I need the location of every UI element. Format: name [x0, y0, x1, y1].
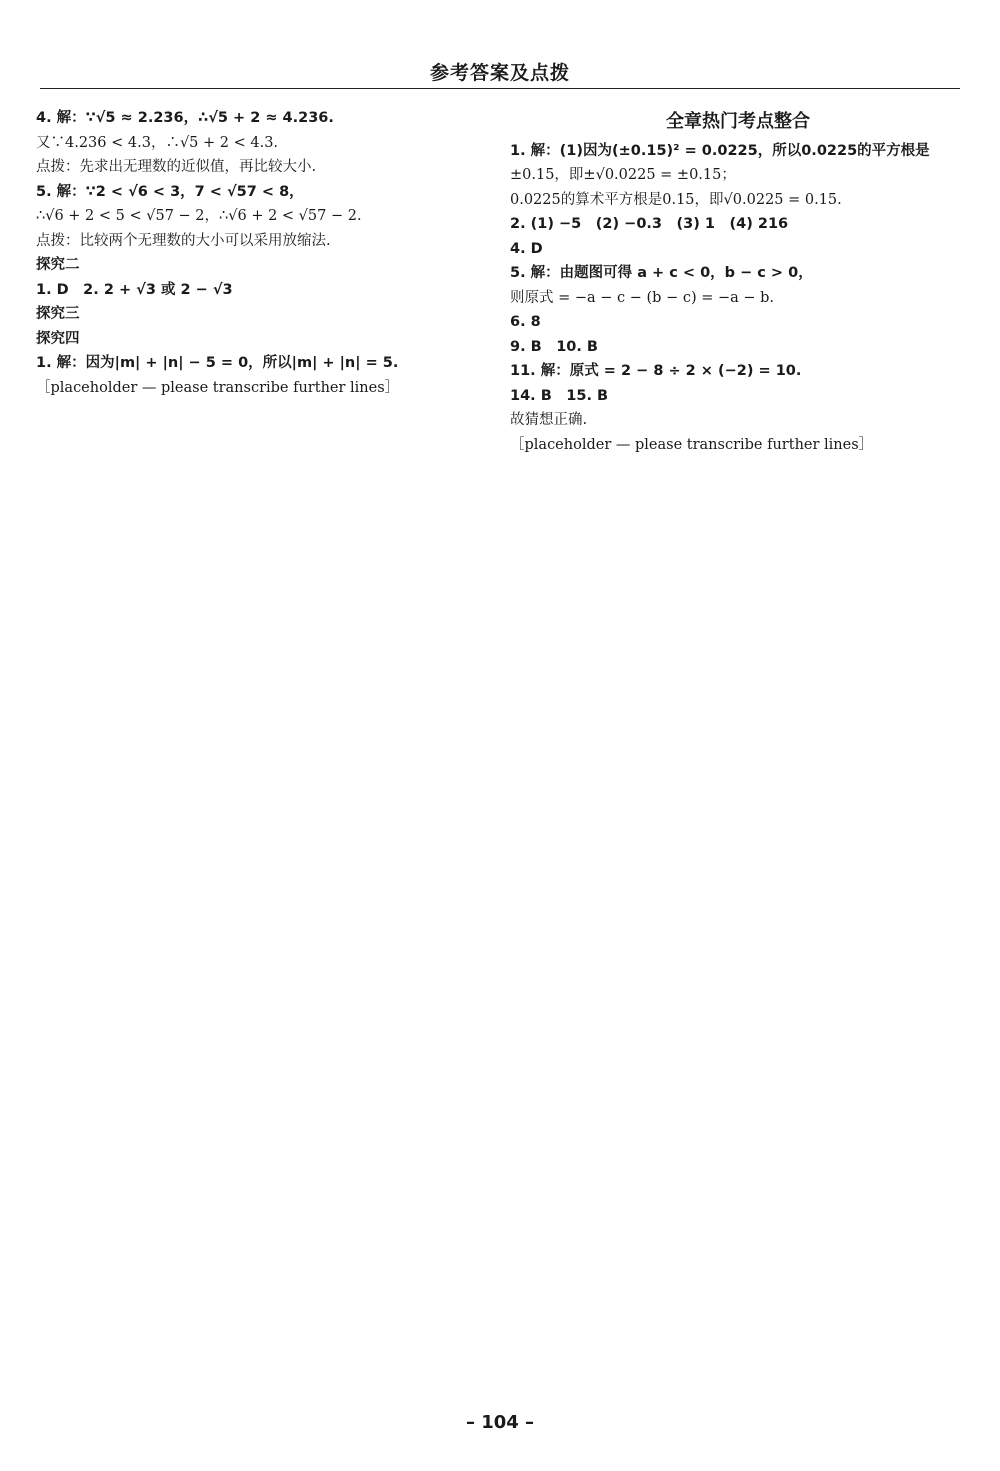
page-header	[40, 58, 960, 85]
text-line: 1. D 2. 2 + √3 或 2 − √3	[36, 281, 233, 298]
left-column	[36, 106, 482, 400]
section-heading: 全章热门考点整合	[666, 111, 810, 132]
text-line: 2. (1) −5 (2) −0.3 (3) 1 (4) 216	[510, 216, 789, 232]
text-line: 探究二	[36, 257, 80, 273]
text-line: 6. 8	[510, 314, 541, 330]
text-line: 14. B 15. B	[510, 387, 609, 404]
text-line: ［placeholder — please transcribe further lines］	[36, 379, 400, 396]
text-line: 则原式 = −a − c − (b − c) = −a − b.	[510, 289, 775, 306]
text-line: ∴√6 + 2 < 5 < √57 − 2，∴√6 + 2 < √57 − 2.	[36, 208, 362, 224]
text-line: 11. 解：原式 = 2 − 8 ÷ 2 × (−2) = 10.	[510, 363, 802, 379]
text-line: 0.0225的算术平方根是0.15，即√0.0225 = 0.15.	[510, 191, 842, 208]
right-column	[510, 106, 966, 457]
text-line: 点拨：先求出无理数的近似值，再比较大小.	[36, 159, 317, 175]
text-line: 探究四	[36, 330, 80, 347]
text-line: ［placeholder — please transcribe further lines］	[510, 436, 874, 453]
text-line: 又∵4.236 < 4.3，∴√5 + 2 < 4.3.	[36, 134, 279, 151]
page-number: – 104 –	[465, 1412, 535, 1433]
text-line: 4. D	[510, 240, 543, 257]
text-line: 5. 解：∵2 < √6 < 3，7 < √57 < 8，	[36, 183, 304, 200]
text-line: 9. B 10. B	[510, 338, 598, 355]
header-divider	[40, 88, 960, 89]
text-line: 1. 解：因为|m| + |n| − 5 = 0，所以|m| + |n| = 5.	[36, 355, 399, 371]
text-line: 故猜想正确.	[510, 412, 588, 428]
text-line: 探究三	[36, 306, 80, 322]
page-title: 参考答案及点拨	[429, 62, 570, 84]
text-line: ±0.15，即±√0.0225 = ±0.15；	[510, 167, 736, 183]
text-line: 5. 解：由题图可得 a + c < 0，b − c > 0，	[510, 265, 813, 281]
text-line: 4. 解：∵√5 ≈ 2.236，∴√5 + 2 ≈ 4.236.	[36, 110, 334, 126]
text-line: 点拨：比较两个无理数的大小可以采用放缩法.	[36, 232, 331, 249]
text-line: 1. 解：(1)因为(±0.15)² = 0.0225，所以0.0225的平方根是	[510, 142, 930, 159]
